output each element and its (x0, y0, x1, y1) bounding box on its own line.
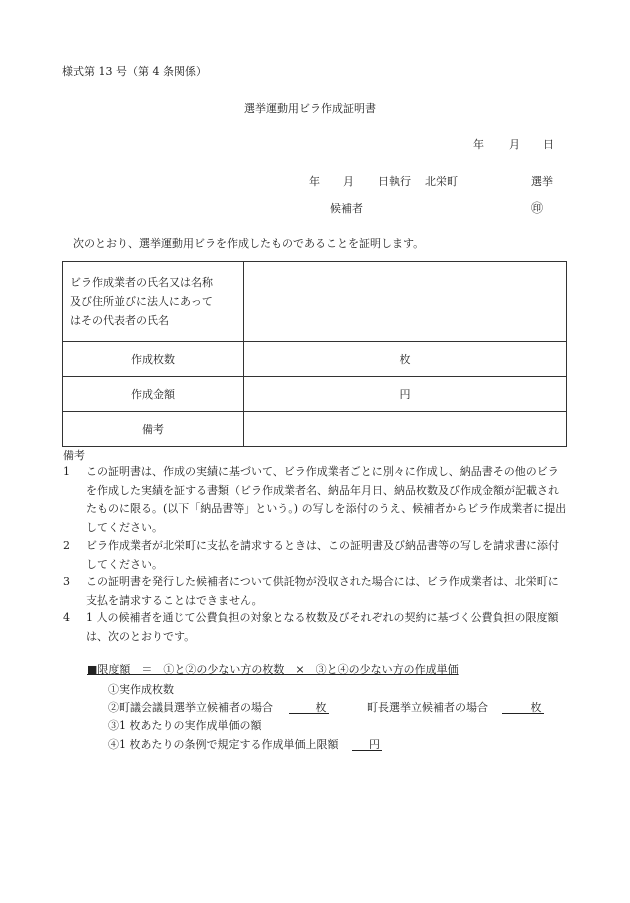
note-text: 1 人の候補者を通じて公費負担の対象となる枚数及びそれぞれの契約に基づく公費負担の限度額は、次のとおりです。 (86, 611, 559, 643)
count-field[interactable] (244, 342, 567, 377)
limit-item-actual-unit-price: ③1 枚あたりの実作成単価の額 (108, 719, 262, 732)
contractor-name-field[interactable] (244, 262, 567, 342)
limit-item-mayor (367, 702, 544, 714)
count-unit: 枚 (399, 353, 411, 366)
certificate-table (62, 261, 567, 447)
contractor-name-label-line2: 及び住所並びに法人にあって (70, 295, 213, 308)
mayor-count-field[interactable] (502, 702, 544, 714)
election-year: 年 (309, 175, 320, 188)
note-text: この証明書を発行した候補者について供託物が没収された場合には、ビラ作成業者は、北栄町に支払を請求することはできません。 (86, 575, 559, 607)
limit-item-council (108, 702, 329, 714)
amount-unit: 円 (399, 388, 411, 401)
notes-heading: 備考 (63, 449, 85, 462)
election-town: 北栄町 (425, 175, 458, 188)
note-number: 1 (63, 465, 70, 478)
election-kind: 選挙 (531, 175, 553, 188)
limit-formula: ■限度額 ＝ ①と②の少ない方の枚数 × ③と④の少ない方の作成単価 (87, 663, 459, 676)
note-number: 3 (63, 575, 70, 588)
note-text: ビラ作成業者が北栄町に支払を請求するときは、この証明書及び納品書等の写しを請求書に添付してください。 (86, 539, 559, 571)
contractor-name-label (63, 262, 244, 342)
ordinance-price-unit: 円 (369, 738, 380, 751)
seal-mark: ㊞ (531, 201, 544, 215)
election-day-exec: 日執行 (378, 175, 411, 188)
remarks-label: 備考 (63, 412, 244, 447)
form-number: 様式第 13 号（第 4 条関係） (62, 65, 207, 78)
note-2 (62, 537, 568, 574)
document-title: 選挙運動用ビラ作成証明書 (244, 102, 376, 115)
contractor-name-label-line3: はその代表者の氏名 (70, 314, 169, 327)
date-day: 日 (543, 138, 554, 151)
note-number: 4 (63, 611, 70, 624)
ordinance-price-field[interactable] (352, 739, 382, 751)
council-label: ②町議会議員選挙立候補者の場合 (108, 701, 273, 714)
note-1 (62, 463, 568, 537)
candidate-label: 候補者 (330, 202, 363, 215)
amount-label: 作成金額 (63, 377, 244, 412)
remarks-field[interactable] (244, 412, 567, 447)
mayor-label: 町長選挙立候補者の場合 (367, 701, 488, 714)
limit-item-ordinance-unit-price (108, 739, 382, 751)
ordinance-price-label: ④1 枚あたりの条例で規定する作成単価上限額 (108, 738, 339, 751)
date-year: 年 (473, 138, 484, 151)
limit-item-actual-count: ①実作成枚数 (108, 683, 174, 696)
contractor-name-label-line1: ビラ作成業者の氏名又は名称 (70, 276, 213, 289)
note-number: 2 (63, 539, 70, 552)
note-text: この証明書は、作成の実績に基づいて、ビラ作成業者ごとに別々に作成し、納品書その他のビラを作成した実績を証する書類（ビラ作成業者名、納品年月日、納品枚数及び作成金額が記載されたものに限る。(以下「納品書等」という。) の写しを添付のうえ、候補者からビラ作成業者に提出してください。 (86, 465, 567, 534)
note-3 (62, 573, 568, 610)
mayor-count-unit: 枚 (530, 701, 542, 714)
date-month: 月 (509, 138, 520, 151)
count-label: 作成枚数 (63, 342, 244, 377)
amount-field[interactable] (244, 377, 567, 412)
election-month: 月 (343, 175, 354, 188)
intro-text: 次のとおり、選挙運動用ビラを作成したものであることを証明します。 (73, 237, 425, 250)
note-4 (62, 609, 568, 646)
council-count-unit: 枚 (315, 701, 327, 714)
council-count-field[interactable] (289, 702, 329, 714)
